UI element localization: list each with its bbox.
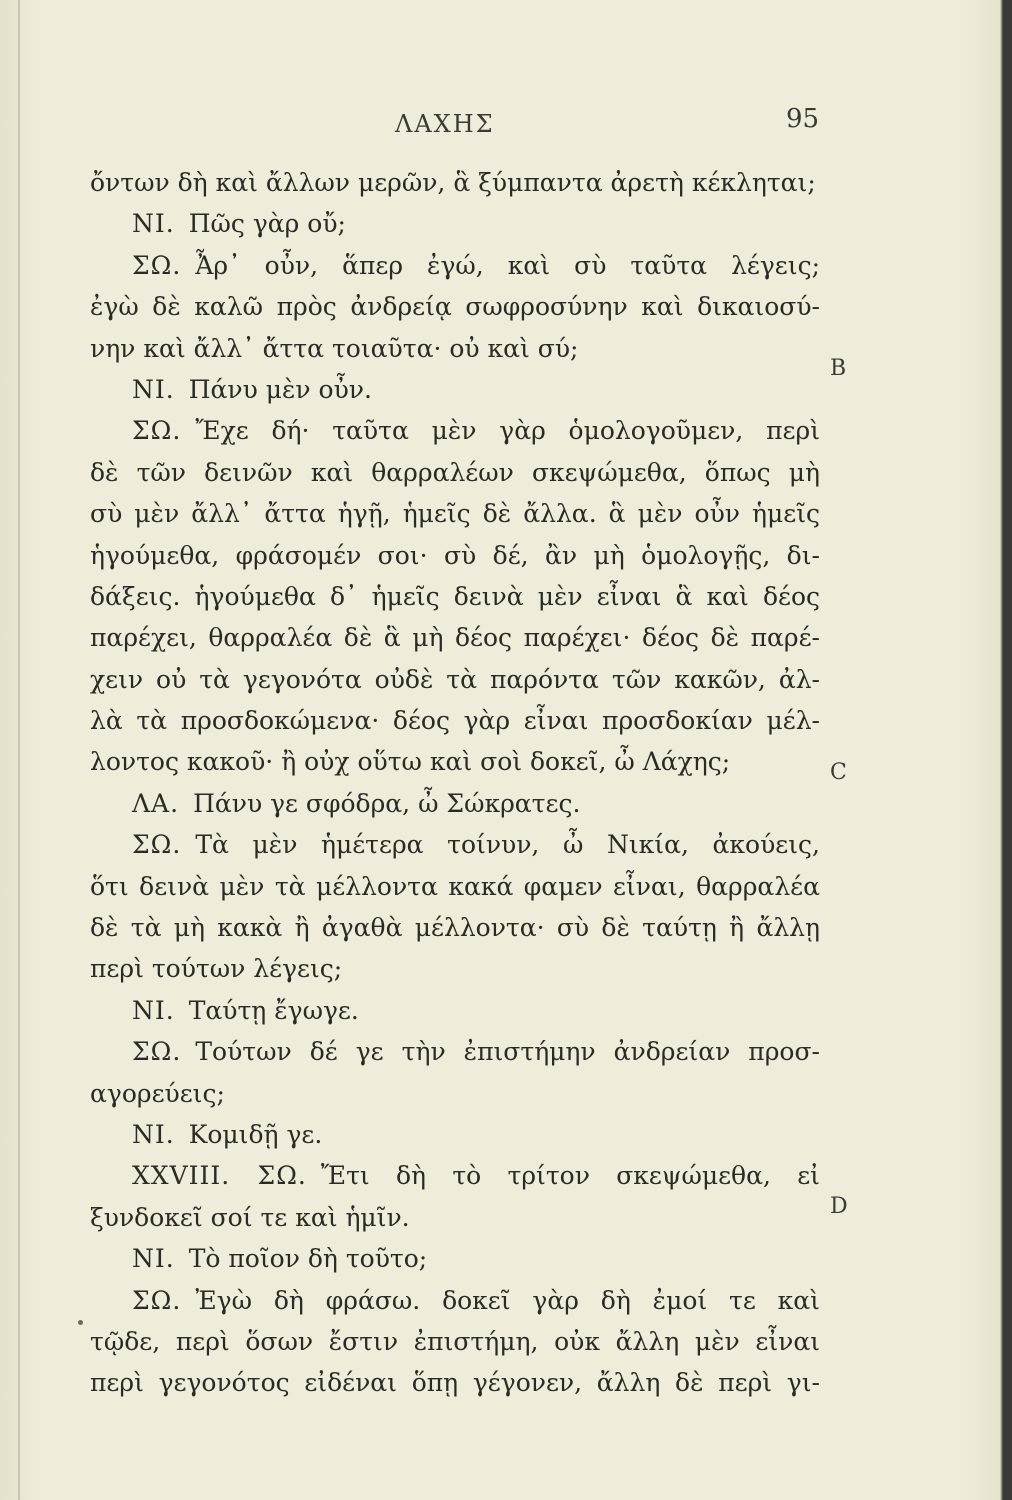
speaker-label: ΣΩ. <box>132 1037 182 1067</box>
text-line <box>90 576 820 617</box>
line-text: περὶ γεγονότος εἰδέναι ὅπῃ γέγονεν, ἄλλη δὲ περὶ γι- <box>90 1368 820 1398</box>
line-text: ὄντων δὴ καὶ ἄλλων μερῶν, ἃ ξύμπαντα ἀρετὴ κέκληται; <box>90 168 816 197</box>
line-text: νην καὶ ἄλλ᾽ ἄττα τοιαῦτα· οὐ καὶ σύ; <box>90 333 579 363</box>
text-line <box>90 162 820 203</box>
page-header <box>0 104 1012 150</box>
line-text: Ἔχε δή· ταῦτα μὲν γὰρ ὁμολογοῦμεν, περὶ <box>195 416 820 446</box>
text-line <box>90 1031 820 1072</box>
text-line <box>90 824 820 865</box>
line-text: χειν οὐ τὰ γεγονότα οὐδὲ τὰ παρόντα τῶν κακῶν, ἀλ- <box>90 664 820 694</box>
text-line <box>90 1197 820 1238</box>
text-line <box>90 493 820 534</box>
line-text: παρέχει, θαρραλέα δὲ ἃ μὴ δέος παρέχει· δέος δὲ παρέ- <box>90 623 820 653</box>
line-text: δὲ τῶν δεινῶν καὶ θαρραλέων σκεψώμεθα, ὅπως μὴ <box>90 457 820 487</box>
line-text: Ἆρ᾽ οὖν, ἅπερ ἐγώ, καὶ σὺ ταῦτα λέγεις; <box>195 250 820 280</box>
speaker-label: ΝΙ. <box>132 209 175 239</box>
line-text: δὲ τὰ μὴ κακὰ ἢ ἀγαθὰ μέλλοντα· σὺ δὲ ταύτῃ ἢ ἄλλῃ <box>90 913 820 943</box>
speaker-label: ΛΑ. <box>132 788 180 818</box>
text-line <box>90 410 820 451</box>
text-line <box>90 452 820 493</box>
line-text: σὺ μὲν ἄλλ᾽ ἄττα ἡγῇ, ἡμεῖς δὲ ἄλλα. ἃ μὲν οὖν ἡμεῖς <box>90 499 820 529</box>
text-line <box>90 369 820 410</box>
line-text: λοντος κακοῦ· ἢ οὐχ οὕτω καὶ σοὶ δοκεῖ, ὦ Λάχης; <box>90 747 731 777</box>
line-text: δάξεις. ἡγούμεθα δ᾽ ἡμεῖς δεινὰ μὲν εἶναι ἃ καὶ δέος <box>90 581 820 611</box>
text-line <box>90 1155 820 1196</box>
text-line <box>90 741 820 782</box>
speaker-label: ΝΙ. <box>132 374 175 404</box>
line-text: τῷδε, περὶ ὅσων ἔστιν ἐπιστήμη, οὐκ ἄλλη μὲν εἶναι <box>90 1326 820 1356</box>
line-text: Τούτων δέ γε τὴν ἐπιστήμην ἀνδρείαν προσ- <box>195 1037 820 1067</box>
line-text: ξυνδοκεῖ σοί τε καὶ ἡμῖν. <box>90 1202 410 1232</box>
line-text: Κομιδῇ γε. <box>188 1119 323 1149</box>
line-text: ὅτι δεινὰ μὲν τὰ μέλλοντα κακά φαμεν εἶναι, θαρραλέα <box>90 871 820 901</box>
text-line <box>90 700 820 741</box>
text-line <box>90 907 820 948</box>
page-number: 95 <box>786 104 820 134</box>
binding-edge <box>18 0 20 1500</box>
text-line <box>90 1114 820 1155</box>
speaker-label: ΝΙ. <box>132 995 175 1025</box>
text-line <box>90 1362 820 1403</box>
text-line <box>90 328 820 369</box>
line-text: Ἔτι δὴ τὸ τρίτον σκεψώμεθα, εἰ <box>320 1161 820 1191</box>
text-line <box>90 948 820 989</box>
speaker-label: ΝΙ. <box>132 1119 175 1149</box>
text-line <box>90 1073 820 1114</box>
text-line <box>90 617 820 658</box>
margin-section-b: B <box>830 356 847 381</box>
text-line <box>90 245 820 286</box>
line-text: Τὸ ποῖον δὴ τοῦτο; <box>188 1244 428 1274</box>
text-line <box>90 866 820 907</box>
speaker-label: ΝΙ. <box>132 1244 175 1274</box>
line-text: Πάνυ γε σφόδρα, ὦ Σώκρατες. <box>193 788 581 818</box>
speaker-label: ΣΩ. <box>132 416 182 446</box>
line-text: ἐγὼ δὲ καλῶ πρὸς ἀνδρείᾳ σωφροσύνην καὶ δικαιοσύ- <box>90 292 820 322</box>
speaker-label: ΣΩ. <box>132 1285 182 1315</box>
ink-speck <box>78 1320 83 1325</box>
text-line <box>90 1321 820 1362</box>
running-title: ΛΑΧΗΣ <box>395 110 495 138</box>
line-text: περὶ τούτων λέγεις; <box>90 954 343 984</box>
line-text: Τὰ μὲν ἡμέτερα τοίνυν, ὦ Νικία, ἀκούεις, <box>195 830 820 860</box>
line-text: Ταύτῃ ἔγωγε. <box>188 995 359 1025</box>
line-text: Πῶς γὰρ οὔ; <box>188 209 346 239</box>
speaker-label: XXVIII. ΣΩ. <box>132 1161 307 1191</box>
speaker-label: ΣΩ. <box>132 830 182 860</box>
text-line <box>90 659 820 700</box>
margin-section-d: D <box>830 1194 848 1219</box>
text-line <box>90 535 820 576</box>
text-line <box>90 990 820 1031</box>
line-text: αγορεύεις; <box>90 1078 225 1108</box>
line-text: Πάνυ μὲν οὖν. <box>188 374 372 404</box>
greek-text-body <box>90 162 820 1404</box>
text-line <box>90 1280 820 1321</box>
line-text: Ἐγὼ δὴ φράσω. δοκεῖ γὰρ δὴ ἐμοί τε καὶ <box>195 1285 820 1315</box>
speaker-label: ΣΩ. <box>132 250 182 280</box>
line-text: λὰ τὰ προσδοκώμενα· δέος γὰρ εἶναι προσδοκίαν μέλ- <box>90 706 820 736</box>
text-line <box>90 203 820 244</box>
line-text: ἡγούμεθα, φράσομέν σοι· σὺ δέ, ἂν μὴ ὁμολογῇς, δι- <box>90 540 820 570</box>
text-line <box>90 783 820 824</box>
text-line <box>90 286 820 327</box>
text-line <box>90 1238 820 1279</box>
margin-section-c: C <box>830 760 847 785</box>
